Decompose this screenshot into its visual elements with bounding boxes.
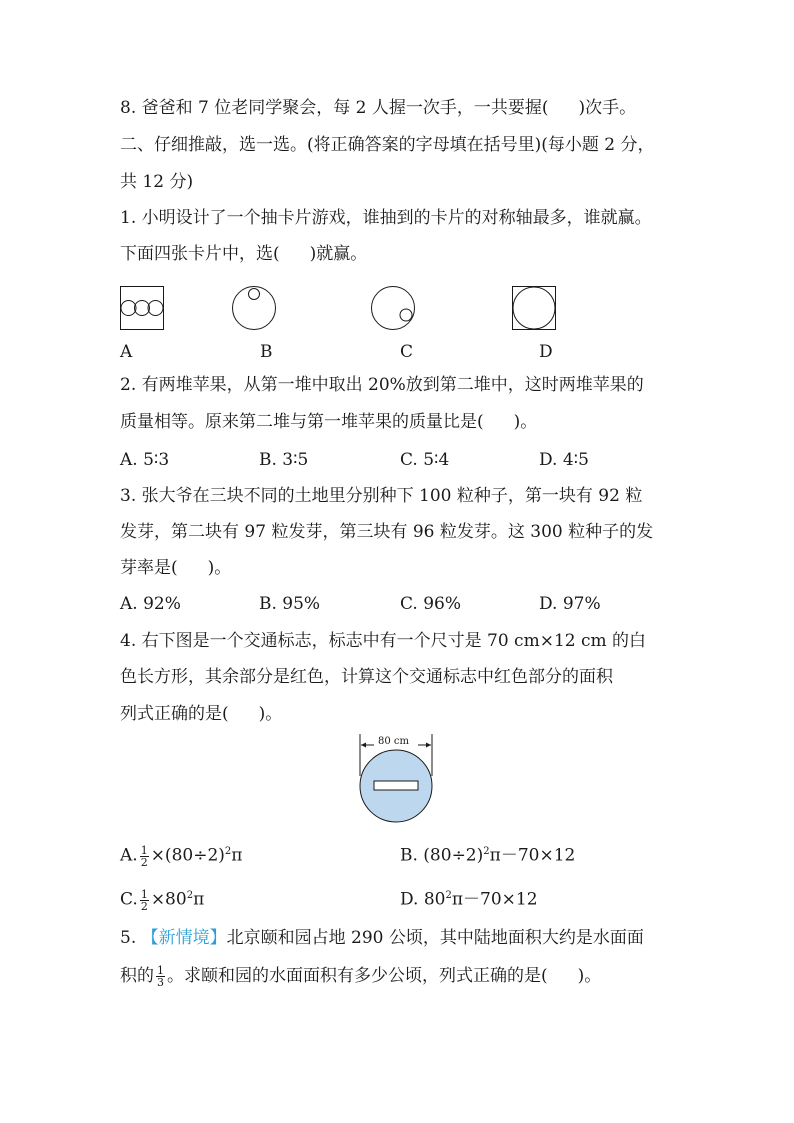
q5-line2-after: )。 [577,966,602,986]
fraction-numerator: 1 [140,843,148,857]
q2-option-c[interactable]: C. 5∶4 [400,450,450,470]
card-a-figure [120,286,166,332]
q5-line2 [120,964,601,988]
exponent: 2 [186,890,194,901]
q8-text-before: 8. 爸爸和 7 位老同学聚会，每 2 人握一次手，一共要握( [120,98,549,118]
fraction-numerator: 1 [157,964,164,977]
option-prefix: B. (80÷2) [400,845,484,866]
q2-line2 [120,410,537,434]
q5-line2-mid: 。求颐和园的水面面积有多少公顷，列式正确的是( [167,966,548,986]
section-heading-line1: 二、仔细推敲，选一选。(将正确答案的字母填在括号里)(每小题 2 分， [120,135,655,155]
q4-line3 [120,702,282,726]
exponent: 2 [224,846,232,857]
q2-line2-before: 质量相等。原来第二堆与第一堆苹果的质量比是( [120,412,484,432]
q2-option-a[interactable]: A. 5∶3 [120,450,170,470]
q1-line1: 1. 小明设计了一个抽卡片游戏，谁抽到的卡片的对称轴最多，谁就赢。 [120,208,652,228]
q3-option-b[interactable]: B. 95% [259,594,321,614]
q4-option-c[interactable] [120,884,204,912]
question-8 [120,96,636,120]
q3-option-d[interactable]: D. 97% [539,594,601,614]
q4-line3-before: 列式正确的是( [120,704,229,724]
q4-line3-after: )。 [258,704,283,724]
exponent: 2 [483,846,490,857]
option-text-end: π [193,889,205,910]
option-text: ×(80÷2) [150,845,225,866]
new-situation-tag: 【新情境】 [141,928,227,948]
card-label-b[interactable]: B [260,342,273,362]
q3-line3 [120,556,231,580]
sign-dimension-label: 80 cm [378,736,409,747]
option-text: π－70×12 [489,845,576,866]
option-prefix: C. [120,889,138,910]
q1-line2-before: 下面四张卡片中，选( [120,244,280,264]
section-heading-line2: 共 12 分) [120,172,194,192]
q5-line2-before: 积的 [120,966,154,986]
q3-option-a[interactable]: A. 92% [120,594,181,614]
fraction [156,965,165,988]
fraction-denominator: 2 [140,899,148,913]
q3-option-c[interactable]: C. 96% [400,594,461,614]
option-text: π－70×12 [451,889,538,910]
q5-line1 [120,926,644,950]
q8-text-after: )次手。 [578,98,637,118]
q1-line2 [120,242,367,266]
fraction-numerator: 1 [140,887,148,901]
exponent: 2 [445,890,452,901]
card-label-a[interactable]: A [120,342,133,362]
q4-line2: 色长方形，其余部分是红色，计算这个交通标志中红色部分的面积 [120,667,613,687]
q2-line2-after: )。 [513,412,538,432]
card-d-figure [512,286,558,332]
fraction-denominator: 3 [157,976,164,989]
option-text: ×80 [150,889,187,910]
q4-option-b[interactable] [400,840,575,868]
q4-line1: 4. 右下图是一个交通标志，标志中有一个尺寸是 70 cm×12 cm 的白 [120,631,647,651]
option-prefix: D. 80 [400,889,446,910]
q2-option-d[interactable]: D. 4∶5 [539,450,589,470]
q3-line3-before: 芽率是( [120,558,178,578]
q3-line2: 发芽，第二块有 97 粒发芽，第三块有 96 粒发芽。这 300 粒种子的发 [120,522,654,542]
q1-line2-after: )就赢。 [309,244,368,264]
fraction [140,845,149,868]
q4-option-d[interactable] [400,884,538,912]
q3-line3-after: )。 [207,558,232,578]
card-label-c[interactable]: C [400,342,414,362]
card-c-figure [371,286,417,332]
card-b-figure [232,286,278,332]
q5-line1-text: 北京颐和园占地 290 公顷，其中陆地面积大约是水面面 [226,928,644,948]
fraction [140,889,149,912]
q5-number: 5. [120,928,137,948]
q2-line1: 2. 有两堆苹果，从第一堆中取出 20%放到第二堆中，这时两堆苹果的 [120,375,644,395]
q3-line1: 3. 张大爷在三块不同的土地里分别种下 100 粒种子，第一块有 92 粒 [120,486,643,506]
card-label-d[interactable]: D [539,342,553,362]
q2-option-b[interactable]: B. 3∶5 [259,450,309,470]
q4-option-a[interactable] [120,840,242,868]
option-prefix: A. [120,845,138,866]
fraction-denominator: 2 [140,855,148,869]
option-text-end: π [231,845,243,866]
